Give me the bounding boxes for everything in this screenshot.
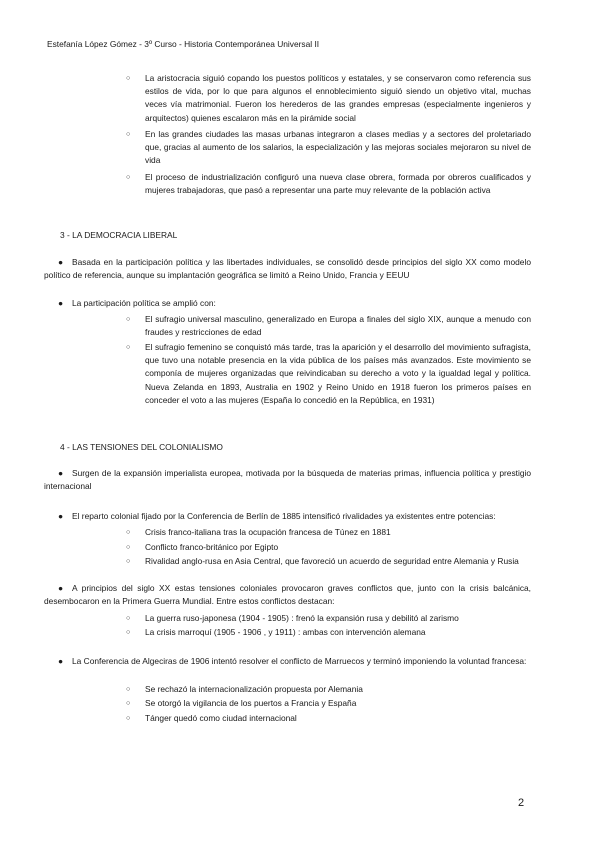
circle-bullet-icon: ○ bbox=[126, 629, 131, 636]
list-item bbox=[126, 683, 531, 696]
circle-bullet-icon: ○ bbox=[126, 131, 131, 138]
list-item bbox=[126, 313, 531, 339]
circle-bullet-icon: ○ bbox=[126, 686, 131, 693]
circle-bullet-icon: ○ bbox=[126, 558, 131, 565]
bullet-icon: ● bbox=[58, 257, 64, 267]
bullet-paragraph bbox=[44, 256, 531, 282]
circle-bullet-icon: ○ bbox=[126, 544, 131, 551]
list-item bbox=[126, 128, 531, 168]
circle-bullet-icon: ○ bbox=[126, 529, 131, 536]
list-item-text: Tánger quedó como ciudad internacional bbox=[145, 713, 297, 723]
list-item-text: Conflicto franco-británico por Egipto bbox=[145, 542, 279, 552]
circle-bullet-icon: ○ bbox=[126, 316, 131, 323]
bullet-icon: ● bbox=[58, 298, 64, 308]
list-item-text: En las grandes ciudades las masas urbanas integraron a clases medias y a sectores del proletariado que, gracias al aumento de los salarios, la especialización y las mejoras sociales mejoraron su nivel de vida bbox=[145, 129, 531, 166]
circle-bullet-icon: ○ bbox=[126, 344, 131, 351]
bullet-icon: ● bbox=[58, 511, 64, 521]
bullet-text: Basada en la participación política y las libertades individuales, se consolidó desde principios del siglo XX como modelo político de referencia, aunque su implantación geográfica se limitó a Reino Unido, Francia y EEUU bbox=[44, 257, 531, 281]
list-item bbox=[126, 72, 531, 125]
section-heading: 4 - LAS TENSIONES DEL COLONIALISMO bbox=[60, 442, 223, 452]
list-item-text: La crisis marroquí (1905 - 1906 , y 1911) : ambas con intervención alemana bbox=[145, 627, 426, 637]
list-item bbox=[126, 341, 531, 407]
circle-bullet-icon: ○ bbox=[126, 174, 131, 181]
bullet-icon: ● bbox=[58, 583, 64, 593]
list-item bbox=[126, 612, 531, 625]
list-item bbox=[126, 712, 531, 725]
list-item bbox=[126, 555, 531, 568]
bullet-text: Surgen de la expansión imperialista europea, motivada por la búsqueda de materias primas, influencia política y prestigio internacional bbox=[44, 468, 531, 492]
list-item-text: La guerra ruso-japonesa (1904 - 1905) : frenó la expansión rusa y debilitó al zarismo bbox=[145, 613, 459, 623]
bullet-text: La participación política se amplió con: bbox=[72, 298, 216, 308]
section-heading: 3 - LA DEMOCRACIA LIBERAL bbox=[60, 230, 178, 240]
list-item-text: El proceso de industrialización configuró una nueva clase obrera, formada por obreros cualificados y mujeres trabajadoras, que pasó a representar una parte muy relevante de la población activa bbox=[145, 172, 531, 196]
bullet-paragraph bbox=[44, 582, 531, 608]
page-number: 2 bbox=[518, 797, 525, 809]
bullet-text: A principios del siglo XX estas tensiones coloniales provocaron graves conflictos que, junto con la crisis balcánica, desembocaron en la Primera Guerra Mundial. Entre estos conflictos destacan: bbox=[44, 583, 531, 607]
circle-bullet-icon: ○ bbox=[126, 615, 131, 622]
bullet-paragraph bbox=[44, 510, 531, 523]
list-item-text: El sufragio universal masculino, generalizado en Europa a finales del siglo XIX, aunque a menudo con fraudes y restricciones de edad bbox=[145, 314, 531, 338]
list-item-text: El sufragio femenino se conquistó más tarde, tras la aparición y el desarrollo del movimiento sufragista, que tuvo una notable presencia en la vida pública de los países más avanzados. Este movimiento se componía de mujeres organizadas que reivindicaban su derecho a voto y la igualdad legal y política. Nueva Zelanda en 1893, Australia en 1902 y Reino Unido en 1918 fueron los primeros países en conceder el voto a las mujeres (España lo concedió en la República, en 1931) bbox=[145, 342, 531, 405]
circle-bullet-icon: ○ bbox=[126, 75, 131, 82]
bullet-icon: ● bbox=[58, 468, 64, 478]
list-item bbox=[126, 541, 531, 554]
list-item-text: Crisis franco-italiana tras la ocupación francesa de Túnez en 1881 bbox=[145, 527, 391, 537]
bullet-text: El reparto colonial fijado por la Conferencia de Berlín de 1885 intensificó rivalidades ya existentes entre potencias: bbox=[72, 511, 496, 521]
bullet-text: La Conferencia de Algeciras de 1906 intentó resolver el conflicto de Marruecos y terminó imponiendo la voluntad francesa: bbox=[72, 656, 527, 666]
list-item-text: Se otorgó la vigilancia de los puertos a Francia y España bbox=[145, 698, 357, 708]
list-item bbox=[126, 697, 531, 710]
bullet-icon: ● bbox=[58, 656, 64, 666]
list-item bbox=[126, 626, 531, 639]
bullet-paragraph bbox=[44, 655, 531, 668]
list-item-text: La aristocracia siguió copando los puestos políticos y estatales, y se conservaron como referencia sus estilos de vida, por lo que para algunos el ennoblecimiento siguió siendo un objetivo vital, muchas veces vía matrimonial. Fueron los herederos de las grandes empresas (especialmente ingenieros y arquitectos) quienes escalaron más en la pirámide social bbox=[145, 73, 531, 123]
circle-bullet-icon: ○ bbox=[126, 715, 131, 722]
bullet-paragraph bbox=[44, 467, 531, 493]
page-header: Estefanía López Gómez - 3º Curso - Historia Contemporánea Universal II bbox=[47, 39, 320, 49]
list-item-text: Se rechazó la internacionalización propuesta por Alemania bbox=[145, 684, 363, 694]
list-item-text: Rivalidad anglo-rusa en Asia Central, que favoreció un acuerdo de seguridad entre Alemania y Rusia bbox=[145, 556, 519, 566]
bullet-paragraph bbox=[44, 297, 531, 310]
list-item bbox=[126, 171, 531, 197]
circle-bullet-icon: ○ bbox=[126, 700, 131, 707]
list-item bbox=[126, 526, 531, 539]
